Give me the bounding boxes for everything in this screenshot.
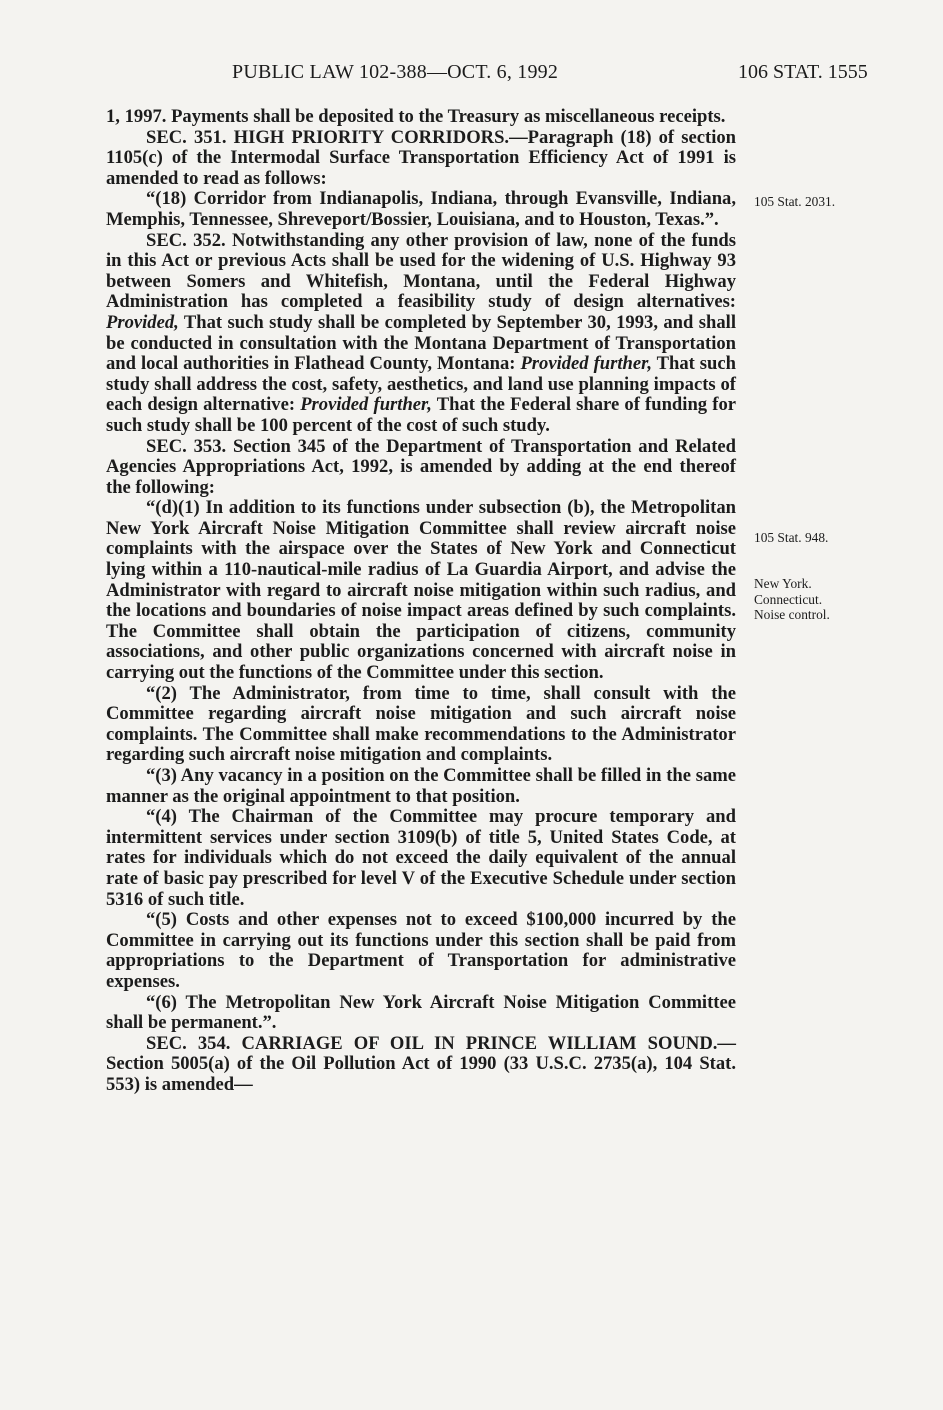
- subsection-d2: “(2) The Administrator, from time to time, shall consult with the Committee regarding aircraft noise mitigation and such aircraft noise complaints. The Committee shall make recommendations to the Administrator regarding such aircraft noise mitigation and complaints.: [106, 682, 736, 766]
- proviso-2: Provided further,: [520, 353, 652, 375]
- proviso-1: Provided,: [106, 311, 179, 333]
- section-354-heading: SEC. 354. CARRIAGE OF OIL IN PRINCE WILLIAM SOUND.: [146, 1032, 718, 1054]
- section-353-text: Section 345 of the Department of Transportation and Related Agencies Appropriations Act, 1992, is amended by adding at the end thereof the following:: [106, 435, 736, 498]
- subsection-d4: “(4) The Chairman of the Committee may procure temporary and intermittent services under section 3109(b) of title 5, United States Code, at rates for individuals which do not exceed the daily equivalent of the annual rate of basic pay prescribed for level V of the Executive Schedule under section 5316 of such title.: [106, 806, 736, 910]
- subsection-d6: “(6) The Metropolitan New York Aircraft Noise Mitigation Committee shall be permanent.”.: [106, 991, 736, 1034]
- statute-page-number: 106 STAT. 1555: [738, 61, 868, 83]
- subsection-d1: “(d)(1) In addition to its functions under subsection (b), the Metropolitan New York Aircraft Noise Mitigation Committee shall review aircraft noise complaints with the airspace over the States of New York and Connecticut lying within a 110-nautical-mile radius of La Guardia Airport, and advise the Administrator with regard to aircraft noise mitigation within such radius, and the locations and boundaries of noise impact areas defined by such complaints. The Committee shall obtain the participation of citizens, community associations, and other public organizations concerned with aircraft noise in carrying out the functions of the Committee under this section.: [106, 497, 736, 684]
- margin-note-connecticut: Connecticut.: [754, 591, 823, 607]
- margin-note-105-stat-948: 105 Stat. 948.: [754, 530, 829, 545]
- margin-note-subjects: [754, 576, 884, 623]
- section-352: [106, 231, 736, 437]
- subsection-d3: “(3) Any vacancy in a position on the Committee shall be filled in the same manner as the original appointment to that position.: [106, 765, 736, 807]
- section-352-heading: SEC. 352.: [146, 229, 226, 251]
- margin-note-new-york: New York.: [754, 576, 812, 591]
- margin-note-noise-control: Noise control.: [754, 607, 830, 622]
- section-352-text-a: Notwithstanding any other provision of law, none of the funds in this Act or previous Acts shall be used for the widening of U.S. Highway 93 between Somers and Whitefish, Montana, until the Federal Highway Administration has completed a feasibility study of design alternatives:: [106, 229, 736, 313]
- section-352-text-c: That such study shall address the cost, safety, aesthetics, and land use planning impacts of each design alternative:: [106, 353, 736, 416]
- section-353: [106, 437, 736, 499]
- section-351-quote: “(18) Corridor from Indianapolis, Indiana, through Evansville, Indiana, Memphis, Tennessee, Shreveport/Bossier, Louisiana, and to Houston, Texas.”.: [106, 188, 736, 230]
- document-body: [106, 107, 736, 1096]
- section-354-text: —Section 5005(a) of the Oil Pollution Act of 1990 (33 U.S.C. 2735(a), 104 Stat. 553) is amended—: [106, 1032, 736, 1095]
- section-352-text-b: That such study shall be completed by September 30, 1993, and shall be conducted in consultation with the Montana Department of Transportation and local authorities in Flathead County, Montana:: [106, 311, 736, 375]
- paragraph-continuation: 1, 1997. Payments shall be deposited to the Treasury as miscellaneous receipts.: [106, 106, 726, 127]
- section-352-text-d: That the Federal share of funding for such study shall be 100 percent of the cost of such study.: [106, 394, 736, 436]
- proviso-3: Provided further,: [300, 394, 432, 416]
- section-351-heading: SEC. 351. HIGH PRIORITY CORRIDORS.: [146, 126, 510, 148]
- section-354: [106, 1034, 736, 1096]
- section-351-text: —Paragraph (18) of section 1105(c) of the Intermodal Surface Transportation Efficiency Act of 1991 is amended to read as follows:: [106, 126, 736, 189]
- subsection-d5: “(5) Costs and other expenses not to exceed $100,000 incurred by the Committee in carrying out its functions under this section shall be paid from appropriations to the Department of Transportation for administrative expenses.: [106, 909, 736, 992]
- page-header: [0, 61, 943, 91]
- section-351: [106, 128, 736, 190]
- section-353-heading: SEC. 353.: [146, 435, 227, 457]
- margin-note-105-stat-2031: 105 Stat. 2031.: [754, 194, 836, 209]
- running-title: PUBLIC LAW 102-388—OCT. 6, 1992: [232, 61, 559, 83]
